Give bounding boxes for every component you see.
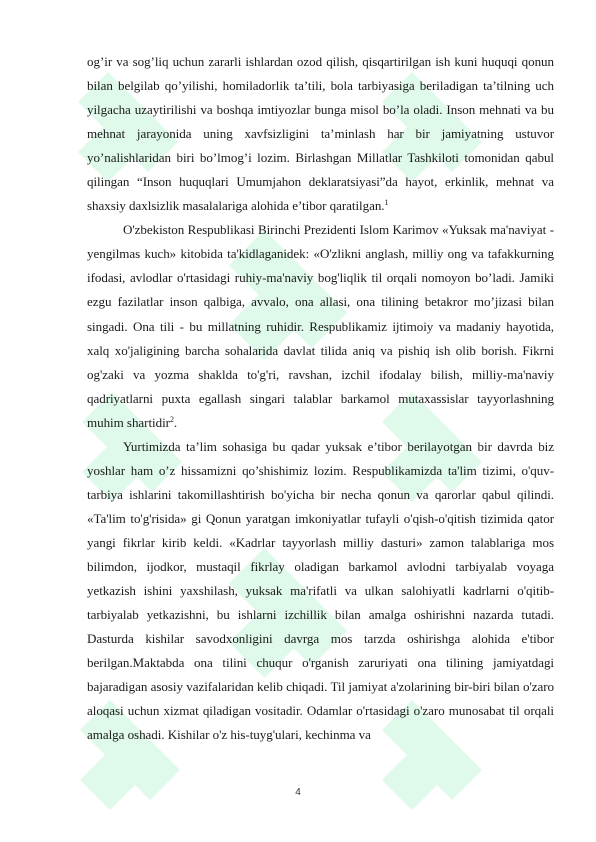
paragraph-text: O'zbekiston Respublikasi Birinchi Prezidenti Islom Karimov «Yuksak ma'naviyat - yengilmas kuch» kitobida ta'kidlaganidek: «O'zlikni anglash, milliy ong va tafakkurning ifodasi, avlodlar o'rtasidagi ruhiy-ma'naviy bog'liqlik til orqali nomoyon bo’ladi. Jamiki ezgu fazilatlar inson qalbiga, avvalo, ona allasi, ona tilining betakror mo’jizasi bilan singadi. Ona tili - bu millatning ruhidir. Respublikamiz ijtimoiy va madaniy hayotida, xalq xo'jaligining barcha sohalarida davlat tilida aniq va pishiq ish olib borish. Fikrni og'zaki va yozma shaklda to'g'ri, ravshan, izchil ifodalay bilish, milliy-ma'naviy qadriyatlarni puxta egallash singari talablar barkamol mutaxassislar tayyorlashning muhim shartidir — [87, 222, 554, 430]
footnote-ref[interactable]: 1 — [384, 198, 389, 208]
paragraph-end: . — [173, 414, 178, 430]
body-text — [87, 50, 554, 747]
paragraph-text: og’ir va sog’liq uchun zararli ishlardan ozod qilish, qisqartirilgan ish kuni huquqi qonun bilan belgilab qo’yilishi, homiladorlik ta’tili, bola tarbiyasiga beriladigan ta’tilning uch yilgacha uzaytirilishi va boshqa imtiyozlar bunga misol bo’la oladi. Inson mehnati va bu mehnat jarayonida uning xavfsizligini ta’minlash har bir jamiyatning ustuvor yo’nalishlaridan biri bo’lmog’i lozim. Birlashgan Millatlar Tashkiloti tomonidan qabul qilingan “Inson huquqlari Umumjahon deklaratsiyasi”da hayot, erkinlik, mehnat va shaxsiy daxlsizlik masalalariga alohida e’tibor qaratilgan. — [87, 54, 554, 214]
paragraph — [87, 435, 554, 748]
paragraph — [87, 218, 554, 434]
footnote-ref[interactable]: 2 — [169, 414, 174, 424]
paragraph — [87, 50, 554, 218]
page-number: 4 — [295, 787, 301, 798]
paragraph-text: Yurtimizda ta’lim sohasiga bu qadar yuksak e’tibor berilayotgan bir davrda biz yoshlar ham o’z hissamizni qo’shishimiz lozim. Respublikamizda ta'lim tizimi, o'quv-tarbiya ishlarini takomillashtirish bo'yicha bir necha qonun va qarorlar qabul qilindi. «Ta'lim to'g'risida» gi Qonun yaratgan imkoniyatlar tufayli o'qish-o'qitish tizimida qator yangi fikrlar kirib keldi. «Kadrlar tayyorlash milliy dasturi» zamon talablariga mos bilimdon, ijodkor, mustaqil fikrlay oladigan barkamol avlodni tarbiyalab voyaga yetkazish ishini yaxshilash, yuksak ma'rifatli va ulkan salohiyatli kadrlarni o'qitib-tarbiyalab yetkazishni, bu ishlarni izchillik bilan amalga oshirishni nazarda tutadi. Dasturda kishilar savodxonligini davrga mos tarzda oshirishga alohida e'tibor berilgan.Maktabda ona tilini chuqur o'rganish zaruriyati ona tilining jamiyatdagi bajaradigan asosiy vazifalaridan kelib chiqadi. Til jamiyat a'zolarining bir-biri bilan o'zaro aloqasi uchun xizmat qiladigan vositadir. Odamlar o'rtasidagi o'zaro munosabat til orqali amalga oshadi. Kishilar o'z his-tuyg'ulari, kechinma va — [87, 438, 554, 743]
